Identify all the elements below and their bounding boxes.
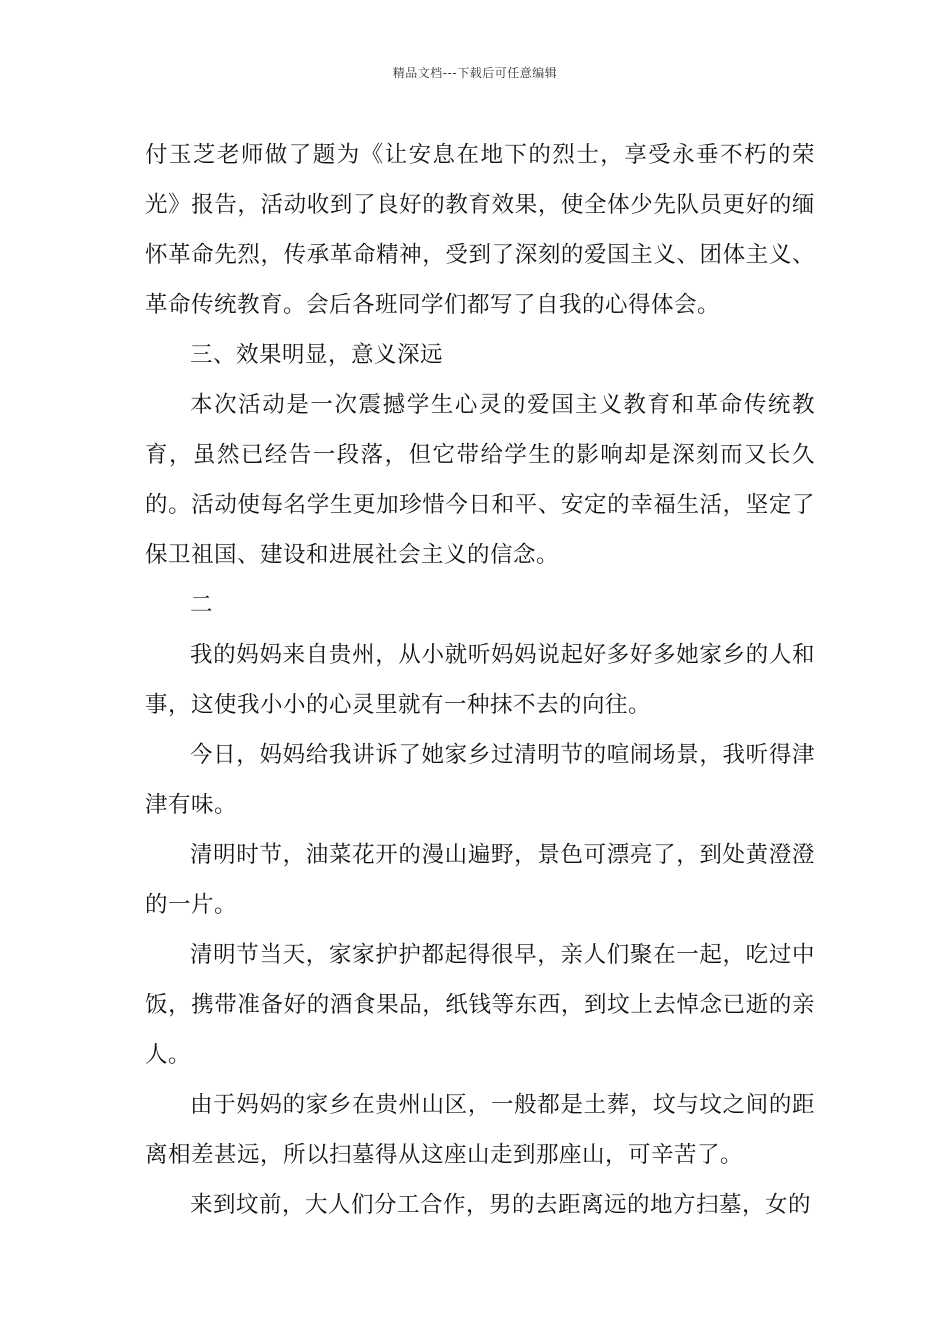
paragraph-1: 付玉芝老师做了题为《让安息在地下的烈士，享受永垂不朽的荣光》报告，活动收到了良好的教育效果，使全体少先队员更好的缅怀革命先烈，传承革命精神，受到了深刻的爱国主义、团体主义、革命传统教育。会后各班同学们都写了自我的心得体会。 [145, 142, 815, 318]
paragraph-3: 本次活动是一次震撼学生心灵的爱国主义教育和革命传统教育，虽然已经告一段落，但它带给学生的影响却是深刻而又长久的。活动使每名学生更加珍惜今日和平、安定的幸福生活，坚定了保卫祖国、建设和进展社会主义的信念。 [145, 392, 815, 568]
paragraph-5: 我的妈妈来自贵州，从小就听妈妈说起好多好多她家乡的人和事，这使我小小的心灵里就有一种抹不去的向往。 [145, 642, 815, 718]
paragraph-10: 来到坟前，大人们分工合作，男的去距离远的地方扫墓，女的 [190, 1192, 812, 1218]
paragraph-7: 清明时节，油菜花开的漫山遍野，景色可漂亮了，到处黄澄澄的一片。 [145, 842, 815, 918]
section-heading: 三、效果明显，意义深远 [190, 342, 444, 368]
document-body [145, 130, 815, 1230]
paragraph-8: 清明节当天，家家护护都起得很早，亲人们聚在一起，吃过中饭，携带准备好的酒食果品，纸钱等东西，到坟上去悼念已逝的亲人。 [145, 942, 815, 1068]
paragraph-9: 由于妈妈的家乡在贵州山区，一般都是土葬，坟与坟之间的距离相差甚远，所以扫墓得从这座山走到那座山，可辛苦了。 [145, 1092, 815, 1168]
page-header: 精品文档---下载后可任意编辑 [392, 66, 558, 80]
paragraph-6: 今日，妈妈给我讲诉了她家乡过清明节的喧闹场景，我听得津津有味。 [145, 742, 815, 818]
section-number: 二 [190, 592, 214, 618]
